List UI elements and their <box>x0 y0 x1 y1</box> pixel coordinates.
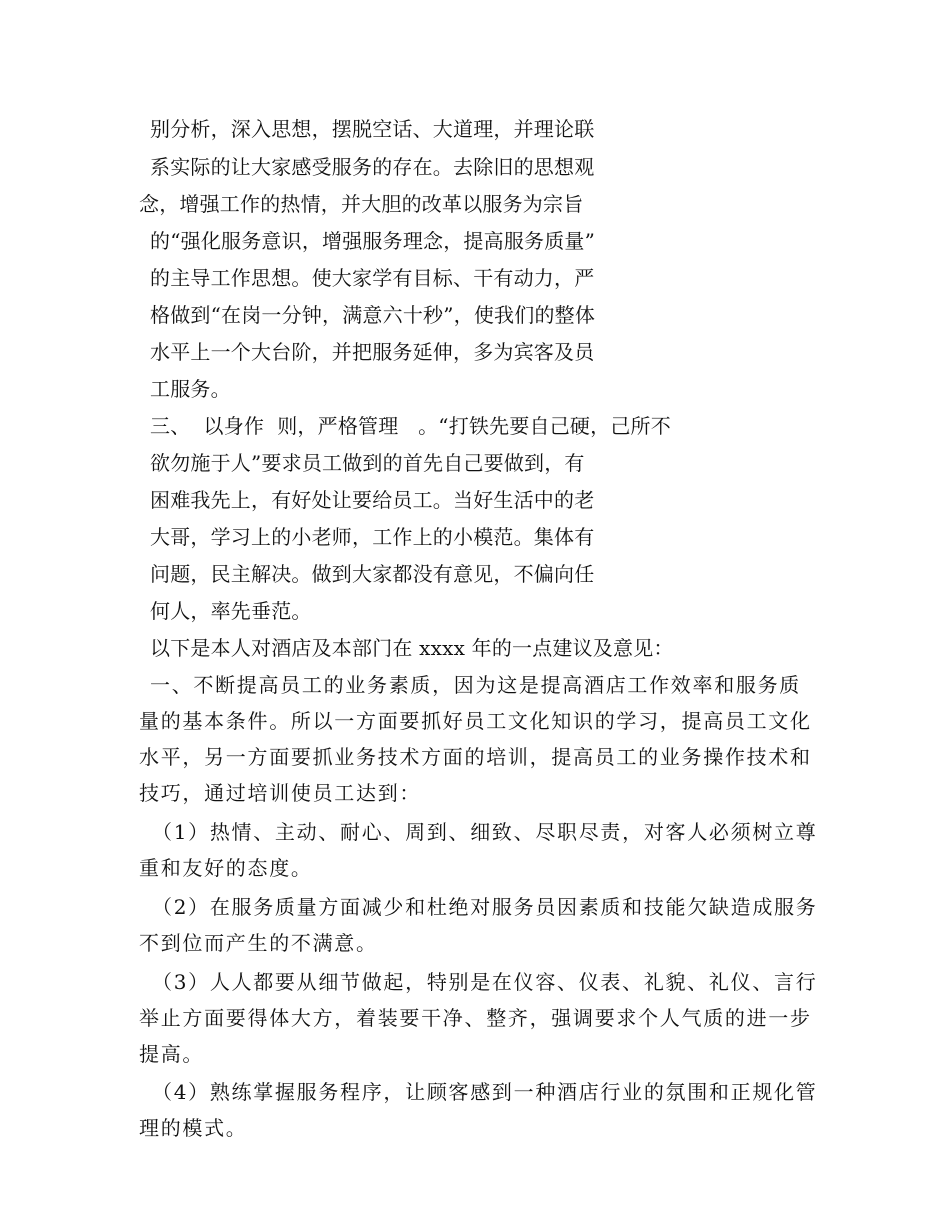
paragraph-line: 大哥，学习上的小老师，工作上的小模范。集体有 <box>150 525 595 549</box>
list-item-line: （2）在服务质量方面减少和杜绝对服务员因素质和技能欠缺造成服务 <box>152 895 818 919</box>
paragraph-line: 别分析，深入思想，摆脱空话、大道理，并理论联 <box>150 117 595 141</box>
paragraph-line: 的主导工作思想。使大家学有目标、干有动力，严 <box>150 266 595 290</box>
paragraph-line: 格做到“在岗一分钟，满意六十秒”，使我们的整体 <box>150 303 596 327</box>
list-item-line: 提高。 <box>139 1042 205 1066</box>
list-item-line: 不到位而产生的不满意。 <box>139 931 378 955</box>
paragraph-line: 一、不断提高员工的业务素质，因为这是提高酒店工作效率和服务质 <box>150 673 801 697</box>
list-item-line: （3）人人都要从细节做起，特别是在仪容、仪表、礼貌、礼仪、言行 <box>152 970 818 994</box>
paragraph-line: 水平，另一方面要抓业务技术方面的培训，提高员工的业务操作技术和 <box>139 745 812 769</box>
list-item-line: 举止方面要得体大方，着装要干净、整齐，强调要求个人气质的进一步 <box>139 1006 812 1030</box>
list-item-line: （4）熟练掌握服务程序，让顾客感到一种酒店行业的氛围和正规化管 <box>152 1080 818 1104</box>
paragraph-line: 工服务。 <box>150 377 231 401</box>
paragraph-line: 何人，率先垂范。 <box>150 599 312 623</box>
paragraph-line: 系实际的让大家感受服务的存在。去除旧的思想观 <box>150 155 595 179</box>
paragraph-line: 问题，民主解决。做到大家都没有意见，不偏向任 <box>150 562 595 586</box>
paragraph-line: 困难我先上，有好处让要给员工。当好生活中的老 <box>150 488 595 512</box>
paragraph-line: 念，增强工作的热情，并大胆的改革以服务为宗旨 <box>139 192 584 216</box>
list-item-line: （1）热情、主动、耐心、周到、细致、尽职尽责，对客人必须树立尊 <box>152 820 818 844</box>
section-heading-line: 三、 以身作 则，严格管理 。“打铁先要自己硬，己所不 <box>150 414 671 438</box>
paragraph-line: 以下是本人对酒店及本部门在 xxxx 年的一点建议及意见： <box>150 636 674 660</box>
paragraph-line: 欲勿施于人”要求员工做到的首先自己要做到，有 <box>150 451 585 475</box>
paragraph-line: 量的基本条件。所以一方面要抓好员工文化知识的学习，提高员工文化 <box>139 709 812 733</box>
paragraph-line: 水平上一个大台阶，并把服务延伸，多为宾客及员 <box>150 340 595 364</box>
paragraph-line: 技巧，通过培训使员工达到： <box>139 781 422 805</box>
paragraph-line: 的“强化服务意识，增强服务理念，提高服务质量” <box>150 229 596 253</box>
list-item-line: 理的模式。 <box>139 1116 248 1140</box>
list-item-line: 重和友好的态度。 <box>139 856 313 880</box>
